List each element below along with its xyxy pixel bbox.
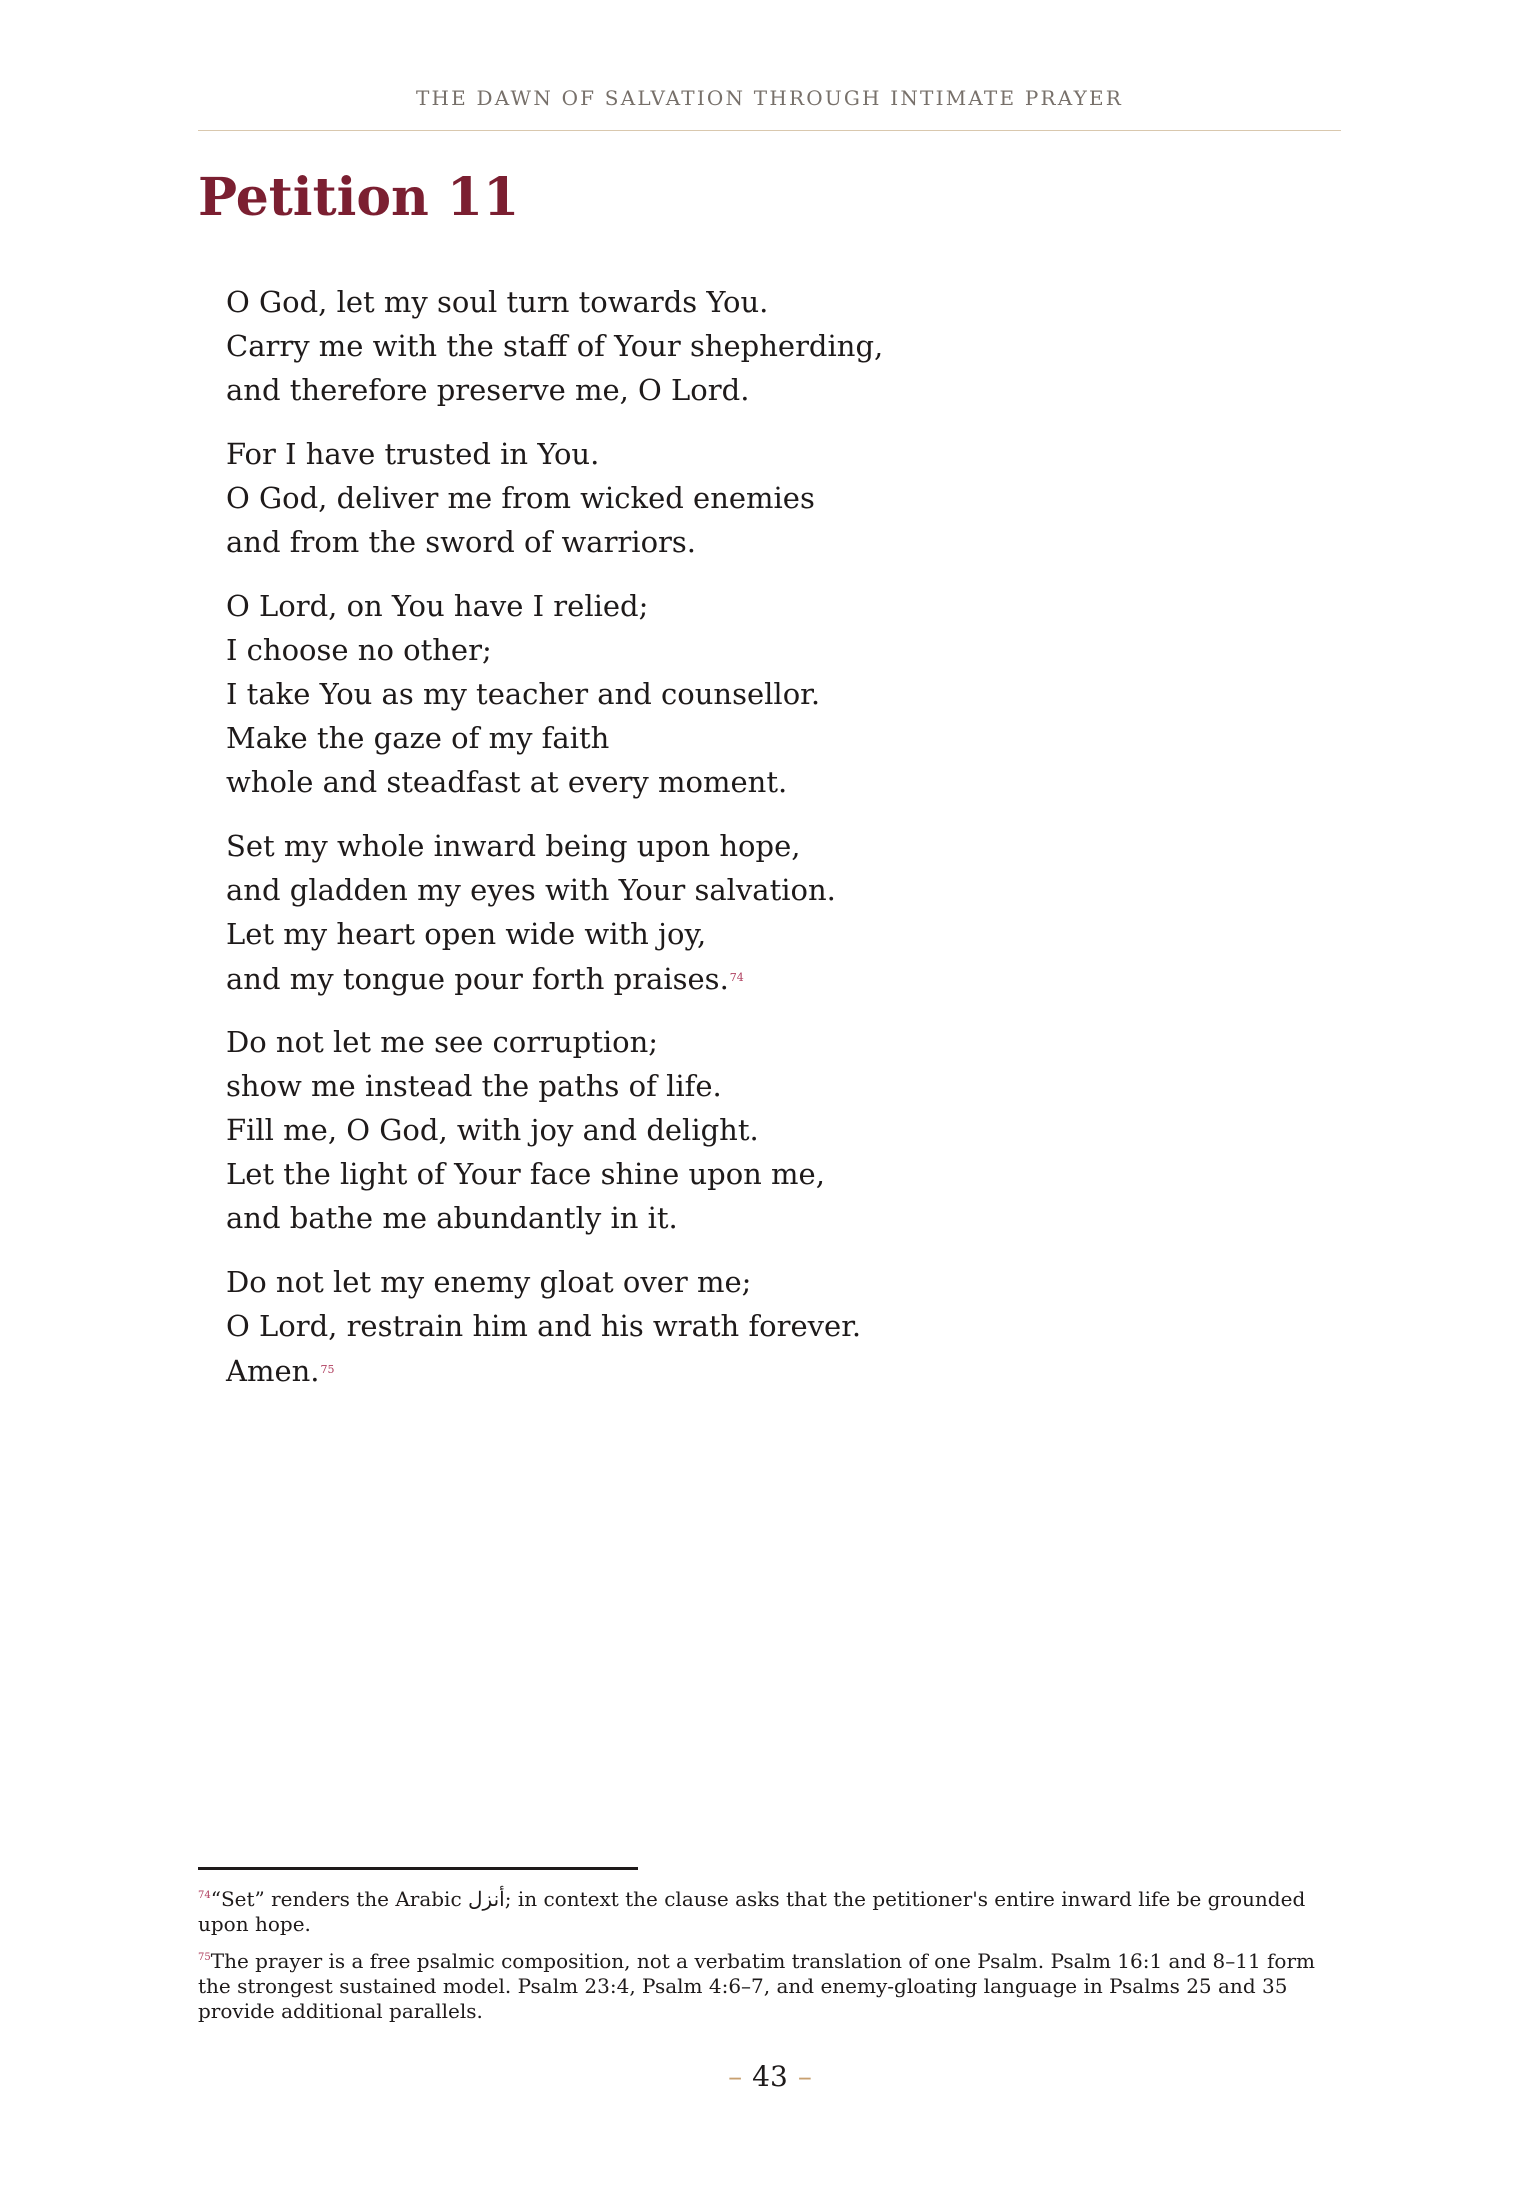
- verse-line-with-note: [226, 956, 1226, 1000]
- verse-line: whole and steadfast at every moment.: [226, 765, 788, 799]
- verse-line: Let the light of Your face shine upon me,: [226, 1157, 825, 1191]
- verse-line: O Lord, on You have I relied;: [226, 589, 649, 623]
- stanza-3: [226, 584, 1226, 804]
- verse-line: Do not let my enemy gloat over me;: [226, 1265, 752, 1299]
- verse-line: Set my whole inward being upon hope,: [226, 829, 801, 863]
- stanza-5: [226, 1020, 1226, 1240]
- footnote-74: [198, 1883, 1348, 1937]
- verse-line: show me instead the paths of life.: [226, 1069, 722, 1103]
- stanza-2: [226, 432, 1226, 564]
- verse-text: and my tongue pour forth praises.: [226, 962, 729, 996]
- footnote-75: [198, 1945, 1348, 2024]
- footnote-ref-75[interactable]: 75: [320, 1363, 335, 1376]
- header-divider: [198, 130, 1341, 131]
- verse-line: O God, deliver me from wicked enemies: [226, 481, 815, 515]
- verse-text: Amen.: [226, 1354, 320, 1388]
- verse-line: and bathe me abundantly in it.: [226, 1201, 678, 1235]
- page-number: [0, 2060, 1540, 2093]
- footnote-marker: 75: [198, 1952, 211, 1963]
- verse-line-with-note: [226, 1348, 1226, 1392]
- prayer-text: [226, 280, 1226, 1412]
- dash-ornament: –: [797, 2060, 812, 2093]
- footnote-ref-74[interactable]: 74: [729, 971, 744, 984]
- page-title: Petition 11: [198, 167, 520, 228]
- verse-line: O Lord, restrain him and his wrath forever.: [226, 1309, 862, 1343]
- page-number-value: 43: [752, 2060, 788, 2093]
- verse-line: For I have trusted in You.: [226, 437, 600, 471]
- running-header: THE DAWN OF SALVATION THROUGH INTIMATE PRAYER: [415, 86, 1124, 110]
- footnote-text: “Set” renders the Arabic أنزل; in context the clause asks that the petitioner's entire inward life be grounded upon hope.: [198, 1887, 1306, 1936]
- verse-line: and gladden my eyes with Your salvation.: [226, 873, 836, 907]
- stanza-1: [226, 280, 1226, 412]
- footnote-divider: [198, 1867, 638, 1870]
- verse-line: Fill me, O God, with joy and delight.: [226, 1113, 759, 1147]
- verse-line: Let my heart open wide with joy,: [226, 917, 707, 951]
- verse-line: I choose no other;: [226, 633, 492, 667]
- footnote-text: The prayer is a free psalmic composition, not a verbatim translation of one Psalm. Psalm 16:1 and 8–11 form the strongest sustained model. Psalm 23:4, Psalm 4:6–7, and enemy-gloating language in Psalms 25 and 35 provide additional parallels.: [198, 1949, 1316, 2023]
- footnotes: [198, 1883, 1348, 2032]
- stanza-6: [226, 1260, 1226, 1392]
- verse-line: and therefore preserve me, O Lord.: [226, 373, 750, 407]
- dash-ornament: –: [728, 2060, 743, 2093]
- verse-line: Make the gaze of my faith: [226, 721, 610, 755]
- footnote-marker: 74: [198, 1890, 211, 1901]
- verse-line: O God, let my soul turn towards You.: [226, 285, 769, 319]
- verse-line: Do not let me see corruption;: [226, 1025, 659, 1059]
- stanza-4: [226, 824, 1226, 1000]
- verse-line: Carry me with the staff of Your shepherding,: [226, 329, 884, 363]
- verse-line: I take You as my teacher and counsellor.: [226, 677, 821, 711]
- verse-line: and from the sword of warriors.: [226, 525, 696, 559]
